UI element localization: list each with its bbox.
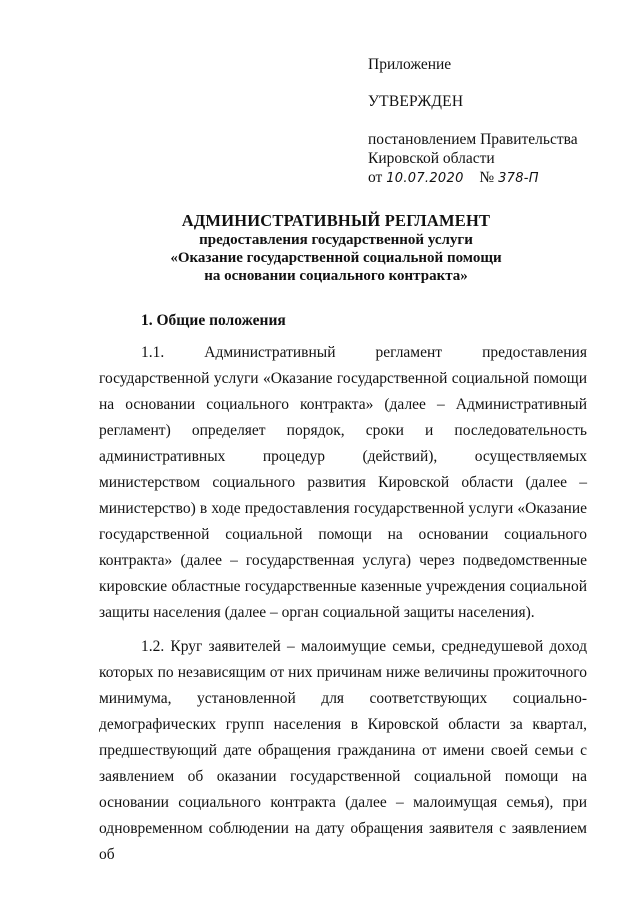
approval-block — [368, 55, 618, 188]
title-main: АДМИНИСТРАТИВНЫЙ РЕГЛАМЕНТ — [181, 211, 491, 230]
decree-line-1: постановлением Правительства — [368, 131, 578, 148]
date-prefix: от — [368, 169, 383, 186]
title-line-3: «Оказание государственной социальной помощи — [170, 250, 502, 266]
paragraph-1-2: 1.2. Круг заявителей – малоимущие семьи, среднедушевой доход которых по независящим от них причинам ниже величины прожиточного минимума, установленной для соответствующих социально-демографических групп населения в Кировской области за квартал, предшествующий дате обращения гражданина от имени своей семьи с заявлением об оказании государственной социальной помощи на основании социального контракта (далее – малоимущая семья), при одновременном соблюдении на дату обращения заявителя с заявлением об — [99, 638, 587, 863]
paragraph-1-1: 1.1. Административный регламент предоставления государственной услуги «Оказание государственной социальной помощи на основании социального контракта» (далее – Административный регламент) определяет порядок, сроки и последовательность административных процедур (действий), осуществляемых министерством социального развития Кировской области (далее – министерство) в ходе предоставления государственной услуги «Оказание государственной социальной помощи на основании социального контракта» (далее – государственная услуга) через подведомственные кировские областные государственные казенные учреждения социальной защиты населения (далее – орган социальной защиты населения). — [99, 344, 587, 621]
section-body — [99, 340, 587, 868]
decree-number: 378-П — [498, 171, 539, 186]
number-prefix: № — [479, 169, 495, 186]
appendix-label: Приложение — [368, 56, 452, 73]
section-heading: 1. Общие положения — [141, 312, 286, 329]
title-line-4: на основании социального контракта» — [204, 268, 468, 284]
decree-date-row — [368, 168, 618, 188]
decree-date: 10.07.2020 — [386, 171, 464, 186]
decree-line-2: Кировской области — [368, 150, 495, 167]
document-title — [96, 210, 576, 285]
title-line-2: предоставления государственной услуги — [199, 232, 473, 248]
approved-label: УТВЕРЖДЕН — [368, 93, 464, 110]
